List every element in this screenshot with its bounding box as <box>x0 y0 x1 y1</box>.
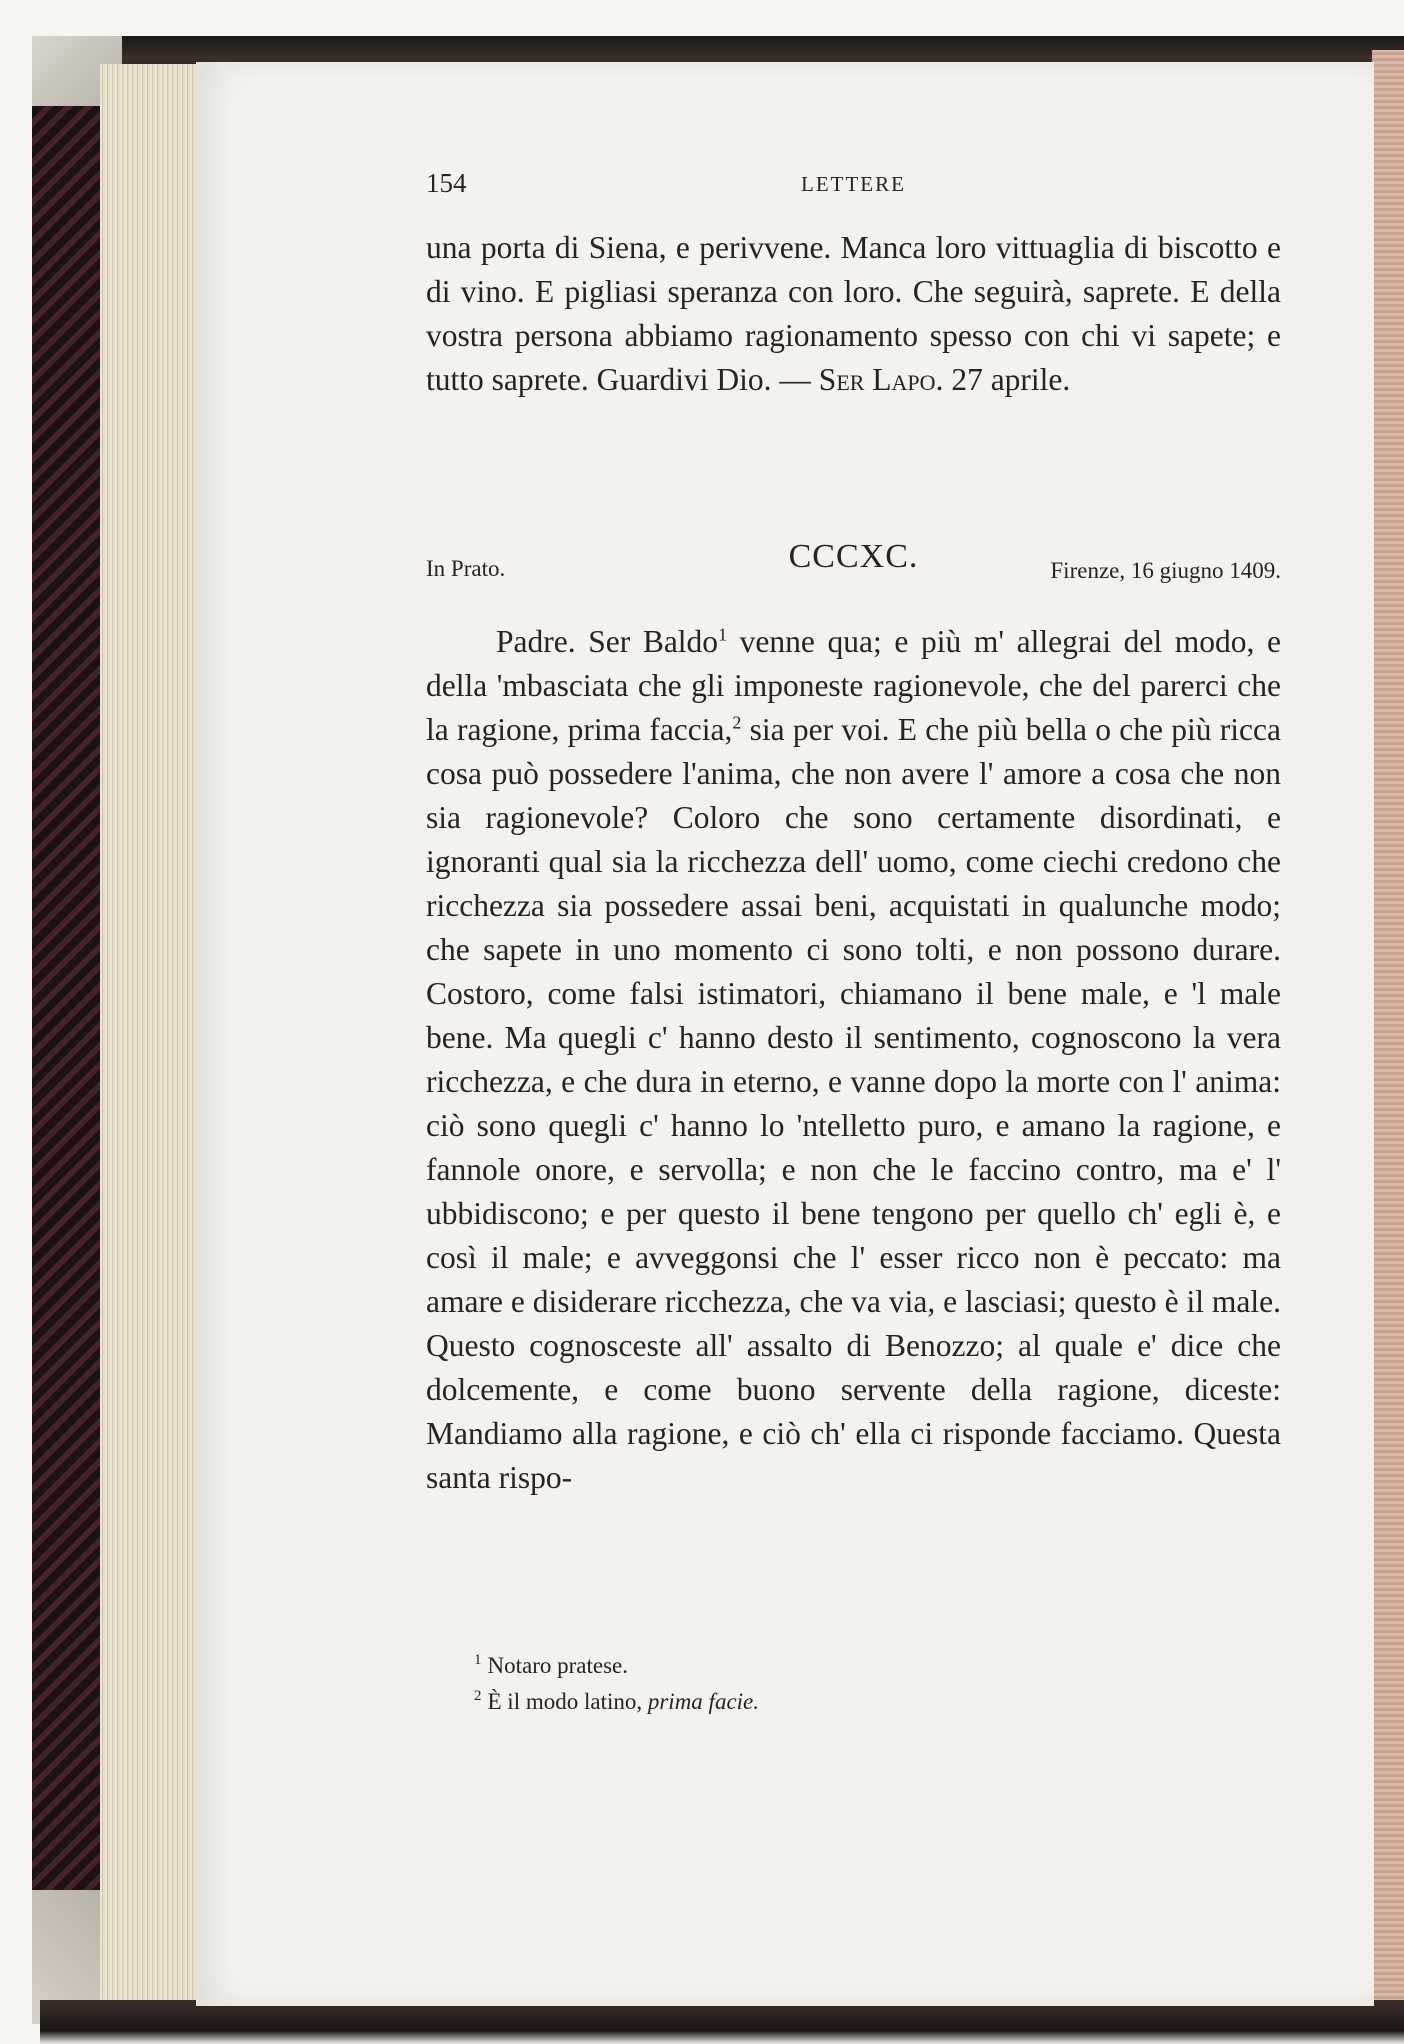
continued-paragraph <box>426 226 1281 402</box>
letter-number: CCCXC. <box>788 538 919 575</box>
footnote <box>474 1648 1329 1684</box>
facing-page-edge <box>1372 50 1404 2044</box>
letter-text-part-2: venne qua; e più m' allegrai del modo, e della 'mbasciata che gli imponeste ragionevole, che del parerci che la ragione, prima faccia, <box>426 624 1281 747</box>
signature-name: Ser Lapo. <box>818 362 944 397</box>
letter-heading <box>426 538 1281 588</box>
page-edges <box>100 64 196 2014</box>
footnote-text: Notaro pratese. <box>487 1653 628 1678</box>
book-bottom-edge <box>40 2000 1404 2044</box>
footnote <box>474 1684 1329 1720</box>
page-number: 154 <box>426 168 467 198</box>
letter-text-part-3: sia per voi. E che più bella o che più ricca cosa può possedere l'anima, che non avere l' amore a cosa che non sia ragionevole? Coloro che sono certamente disordinati, e ignoranti qual sia la ricchezza dell' uomo, come ciechi credono che ricchezza sia possedere assai beni, acquistati in qualunche modo; che sapete in uno momento ci sono tolti, e non possono durare. Costoro, come falsi istimatori, chiamano il bene male, e 'l male bene. Ma quegli c' hanno desto il sentimento, cognoscono la vera ricchezza, e che dura in eterno, e vanne dopo la morte con l' anima: ciò sono quegli c' hanno lo 'ntelletto puro, e amano la ragione, e fannole onore, e servolla; e non che le faccino contro, ma e' l' ubbidiscono; e per questo il bene tengono per quello ch' egli è, e così il male; e avveggonsi che l' esser ricco non è peccato: ma amare e disiderare ricchezza, che va via, e lasciasi; questo è il male. Questo cognosceste all' assalto di Benozzo; al quale e' dice che dolcemente, e come buono servente della ragione, diceste: Mandiamo alla ragione, e ciò ch' ella ci risponde facciamo. Questa santa rispo- <box>426 712 1281 1495</box>
footnote-number: 1 <box>474 1652 482 1669</box>
letter-addressee: In Prato. <box>426 556 506 581</box>
letter-place-date: Firenze, 16 giugno 1409. <box>1050 558 1281 583</box>
footnote-text: È il modo latino, <box>487 1689 648 1714</box>
footnote-italic-text: prima facie. <box>647 1689 760 1714</box>
footnotes <box>426 1648 1329 1720</box>
letter-body <box>426 620 1281 1500</box>
running-title: LETTERE <box>801 172 906 196</box>
letter-text-part-1: Padre. Ser Baldo <box>496 624 719 659</box>
signature-date: 27 aprile. <box>943 362 1071 397</box>
footnote-number: 2 <box>474 1688 482 1705</box>
running-head <box>426 168 1281 208</box>
continued-text: una porta di Siena, e perivvene. Manca loro vittuaglia di biscotto e di vino. E pigliasi speranza con loro. Che seguirà, saprete. E della vostra persona abbiamo ragionamento spesso con chi vi sapete; e tutto saprete. Guardivi Dio. — <box>426 230 1281 397</box>
footnote-ref-2: 2 <box>732 712 742 733</box>
footnote-ref-1: 1 <box>718 624 728 645</box>
